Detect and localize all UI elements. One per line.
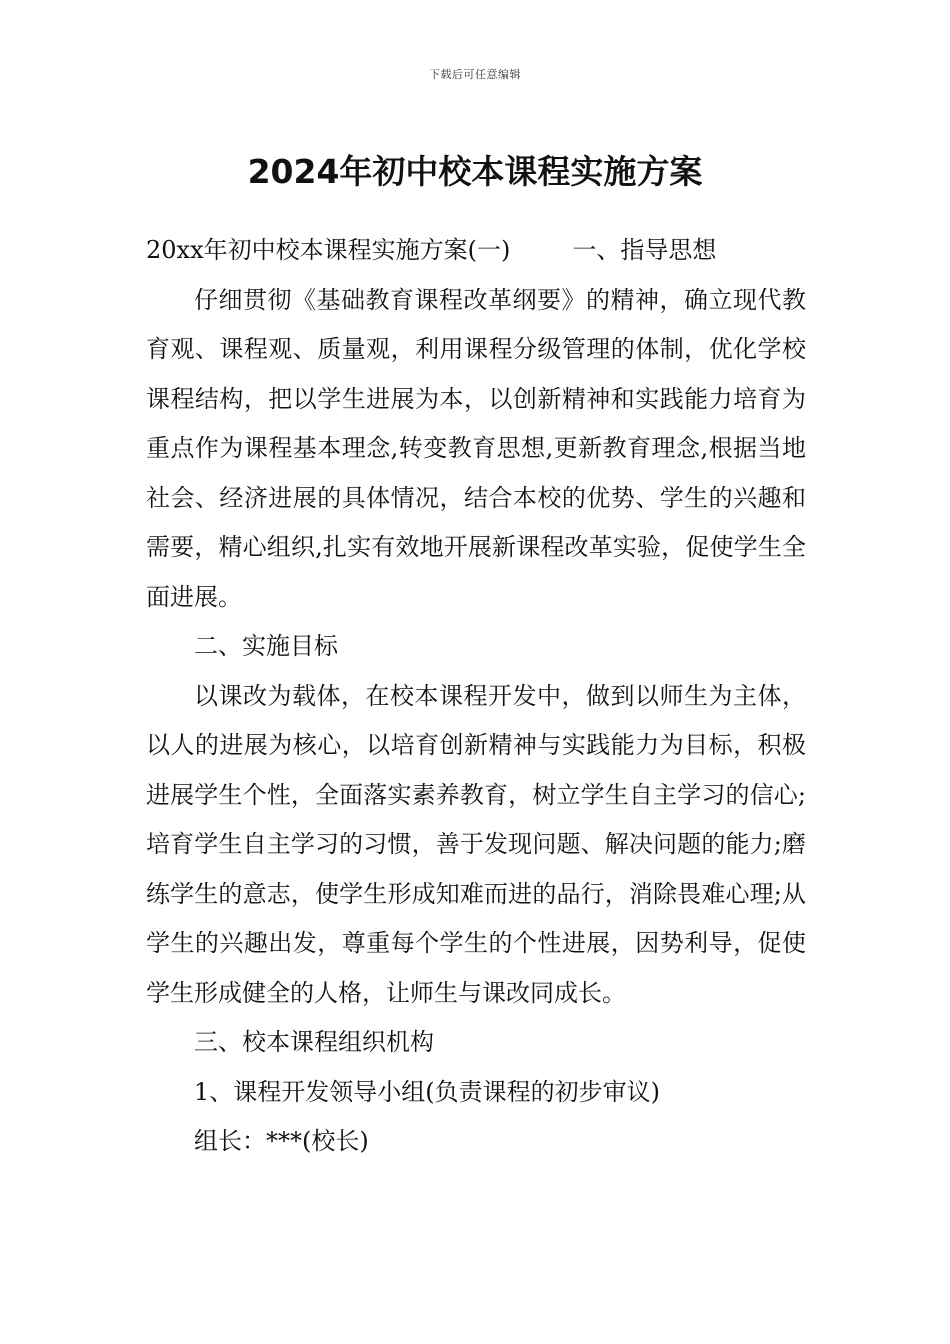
subtitle-line — [146, 226, 806, 276]
page-header-note: 下载后可任意编辑 — [429, 68, 521, 81]
list-item-group-leader: 组长：***(校长) — [194, 1127, 369, 1155]
paragraph-guiding-thought: 仔细贯彻《基础教育课程改革纲要》的精神，确立现代教育观、课程观、质量观，利用课程分级管理的体制，优化学校课程结构，把以学生进展为本，以创新精神和实践能力培育为重点作为课程基本理念,转变教育思想,更新教育理念,根据当地社会、经济进展的具体情况，结合本校的优势、学生的兴趣和需要，精心组织,扎实有效地开展新课程改革实验，促使学生全面进展。 — [146, 285, 806, 611]
section-heading-guiding-thought: 一、指导思想 — [572, 236, 717, 264]
list-item-leadership-group: 1、课程开发领导小组(负责课程的初步审议) — [194, 1077, 660, 1106]
document-body — [146, 226, 806, 1167]
paragraph-implementation-goals: 以课改为载体，在校本课程开发中，做到以师生为主体，以人的进展为核心，以培育创新精神与实践能力为目标，积极进展学生个性，全面落实素养教育，树立学生自主学习的信心;培育学生自主学习的习惯，善于发现问题、解决问题的能力;磨练学生的意志，使学生形成知难而进的品行，消除畏难心理;从学生的兴趣出发，尊重每个学生的个性进展，因势利导，促使学生形成健全的人格，让师生与课改同成长。 — [146, 681, 806, 1007]
document-subtitle: 20xx年初中校本课程实施方案(一) — [146, 236, 511, 264]
section-heading-organization: 三、校本课程组织机构 — [194, 1028, 434, 1056]
section-heading-implementation-goals: 二、实施目标 — [194, 632, 338, 660]
document-title: 2024年初中校本课程实施方案 — [247, 152, 703, 192]
